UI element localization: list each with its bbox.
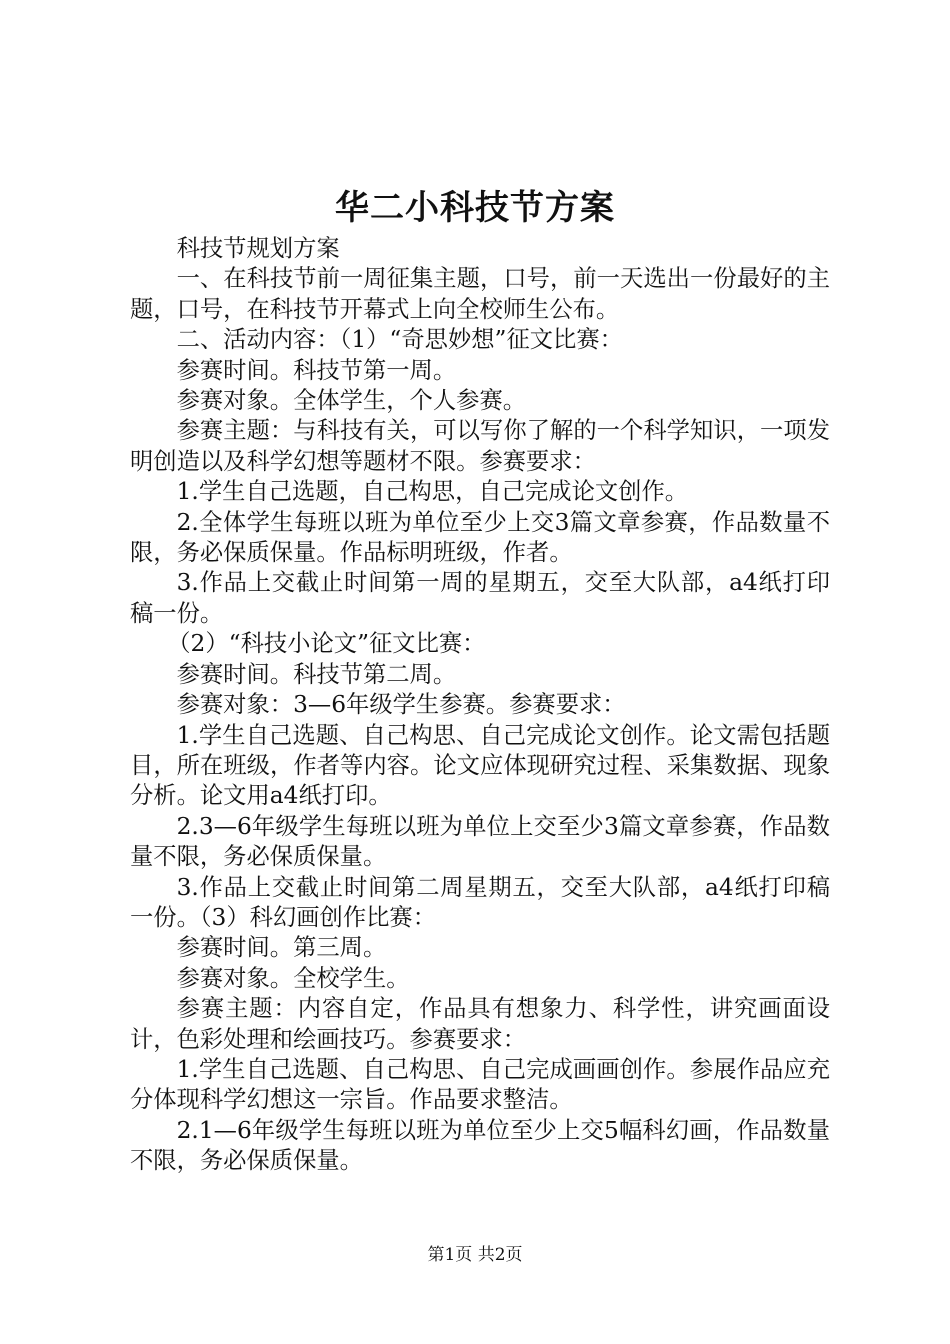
document-body: [130, 234, 830, 1177]
paragraph-subtitle: 科技节规划方案: [176, 235, 340, 262]
paragraph: 1.学生自己选题，自己构思，自己完成论文创作。: [176, 478, 689, 506]
paragraph: 参赛时间。科技节第一周。: [176, 356, 457, 384]
paragraph: 参赛对象：3—6年级学生参赛。参赛要求：: [176, 691, 626, 719]
paragraph: 参赛时间。科技节第二周。: [176, 660, 457, 688]
paragraph: 3.作品上交截止时间第一周的星期五，交至大队部，a4纸打印稿一份。: [130, 569, 830, 627]
document-title: 华二小科技节方案: [335, 188, 615, 228]
paragraph: 参赛对象。全校学生。: [176, 964, 410, 992]
paragraph: 参赛主题：与科技有关，可以写你了解的一个科学知识，一项发明创造以及科学幻想等题材不限。参赛要求：: [130, 417, 830, 475]
paragraph: （2）“科技小论文”征文比赛：: [167, 630, 486, 658]
page-footer: 第1页 共2页: [427, 1245, 523, 1265]
paragraph: 一、在科技节前一周征集主题，口号，前一天选出一份最好的主题，口号，在科技节开幕式上向全校师生公布。: [130, 265, 830, 323]
paragraph: 参赛主题：内容自定，作品具有想象力、科学性，讲究画面设计，色彩处理和绘画技巧。参赛要求：: [130, 995, 830, 1053]
paragraph: 参赛时间。第三周。: [176, 934, 387, 962]
paragraph: 3.作品上交截止时间第二周星期五，交至大队部，a4纸打印稿一份。（3）科幻画创作比赛：: [130, 873, 830, 931]
paragraph: 1.学生自己选题、自己构思、自己完成画画创作。参展作品应充分体现科学幻想这一宗旨。作品要求整洁。: [130, 1055, 830, 1114]
paragraph: 参赛对象。全体学生，个人参赛。: [176, 387, 527, 415]
paragraph: 2.3—6年级学生每班以班为单位上交至少3篇文章参赛，作品数量不限，务必保质保量。: [130, 812, 830, 871]
paragraph: 1.学生自己选题、自己构思、自己完成论文创作。论文需包括题目，所在班级，作者等内容。论文应体现研究过程、采集数据、现象分析。论文用a4纸打印。: [130, 721, 830, 810]
paragraph: 2.1—6年级学生每班以班为单位至少上交5幅科幻画，作品数量不限，务必保质保量。: [130, 1116, 830, 1175]
paragraph: 二、活动内容：（1）“奇思妙想”征文比赛：: [176, 326, 623, 354]
paragraph: 2.全体学生每班以班为单位至少上交3篇文章参赛，作品数量不限，务必保质保量。作品标明班级，作者。: [130, 508, 830, 567]
